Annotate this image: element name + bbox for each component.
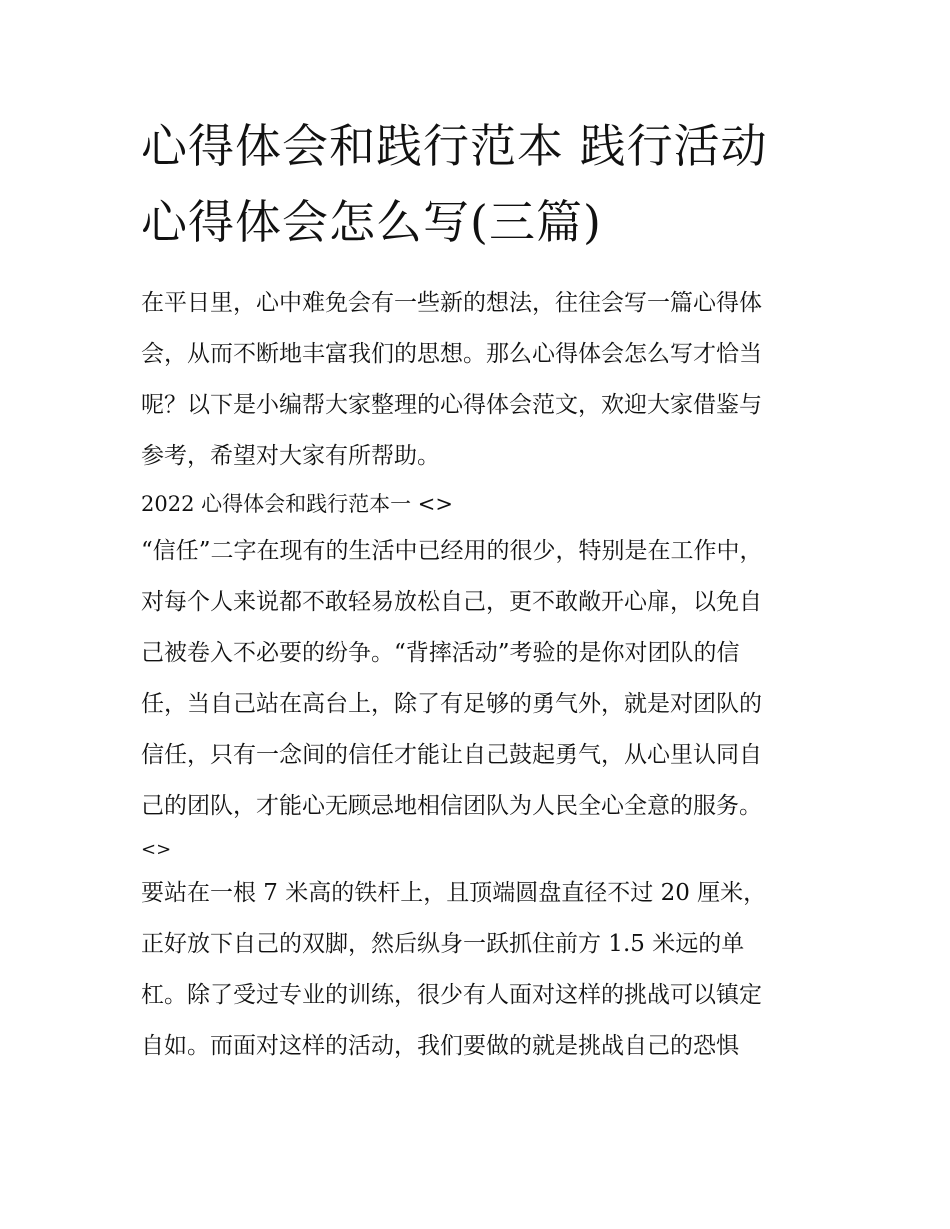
- text-line: 己的团队，才能心无顾忌地相信团队为人民全心全意的服务。: [141, 793, 762, 819]
- text-line: 参考，希望对大家有所帮助。: [141, 443, 440, 469]
- intro-paragraph: [141, 278, 813, 482]
- text-line: 正好放下自己的双脚，然后纵身一跃抓住前方 1.5 米远的单: [141, 931, 745, 957]
- text-line: 己被卷入不必要的纷争。“背摔活动”考验的是你对团队的信: [141, 640, 740, 666]
- text-line: 呢？以下是小编帮大家整理的心得体会范文，欢迎大家借鉴与: [141, 392, 762, 418]
- title-line: 心得体会怎么写(三篇): [141, 195, 602, 249]
- document-page: [141, 108, 813, 1072]
- title-line: 心得体会和践行范本 践行活动: [141, 119, 768, 173]
- text-line: 任，当自己站在高台上，除了有足够的勇气外，就是对团队的: [141, 691, 762, 717]
- body-paragraph-1: [141, 526, 813, 832]
- text-line: 会，从而不断地丰富我们的思想。那么心得体会怎么写才恰当: [141, 341, 762, 367]
- text-line: 信任，只有一念间的信任才能让自己鼓起勇气，从心里认同自: [141, 742, 762, 768]
- text-line: 对每个人来说都不敢轻易放松自己，更不敢敞开心扉，以免自: [141, 589, 762, 615]
- text-line: 杠。除了受过专业的训练，很少有人面对这样的挑战可以镇定: [141, 982, 762, 1008]
- text-line: 在平日里，心中难免会有一些新的想法，往往会写一篇心得体: [141, 290, 762, 316]
- document-title: [141, 108, 813, 260]
- text-line: 要站在一根 7 米高的铁杆上，且顶端圆盘直径不过 20 厘米，: [141, 880, 767, 906]
- paragraph-marker: <>: [141, 839, 172, 860]
- body-paragraph-2: [141, 868, 813, 1072]
- text-line: 自如。而面对这样的活动，我们要做的就是挑战自己的恐惧: [141, 1033, 739, 1059]
- section-heading: 2022 心得体会和践行范本一 <>: [141, 492, 453, 516]
- text-line: “信任”二字在现有的生活中已经用的很少，特别是在工作中，: [141, 538, 763, 564]
